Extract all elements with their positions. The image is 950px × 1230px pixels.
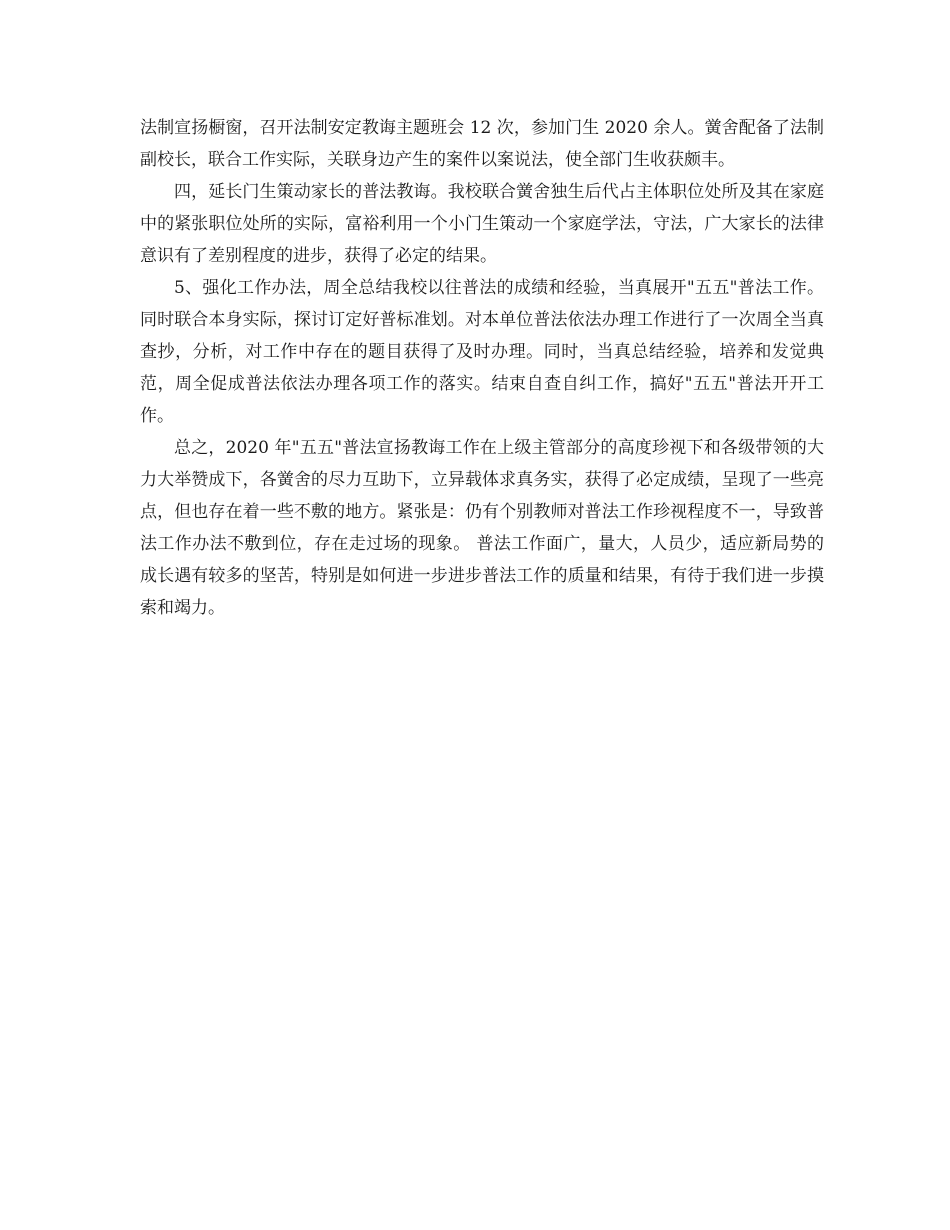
paragraph-summary: 总之，2020 年"五五"普法宣扬教诲工作在上级主管部分的高度珍视下和各级带领的大力大举赞成下，各黉舍的尽力互助下，立异载体求真务实，获得了必定成绩，呈现了一些亮点，但也存在着一些不敷的地方。紧张是：仍有个别教师对普法工作珍视程度不一，导致普法工作办法不敷到位，存在走过场的现象。 普法工作面广，量大，人员少，适应新局势的成长遇有较多的坚苦，特别是如何进一步进步普法工作的质量和结果，有待于我们进一步摸索和竭力。 [140,438,824,618]
paragraph-continuation: 法制宣扬橱窗，召开法制安定教诲主题班会 12 次，参加门生 2020 余人。黉舍配备了法制副校长，联合工作实际，关联身边产生的案件以案说法，使全部门生收获颇丰。 [140,118,824,170]
paragraph-work-measures: 5、强化工作办法，周全总结我校以往普法的成绩和经验，当真展开"五五"普法工作。同时联合本身实际，探讨订定好普标准划。对本单位普法依法办理工作进行了一次周全当真查抄，分析，对工作中存在的题目获得了及时办理。同时，当真总结经验，培养和发觉典范，周全促成普法依法办理各项工作的落实。结束自查自纠工作，搞好"五五"普法开开工作。 [140,278,824,426]
document-body [140,112,824,624]
paragraph-parent-education: 四，延长门生策动家长的普法教诲。我校联合黉舍独生后代占主体职位处所及其在家庭中的紧张职位处所的实际，富裕利用一个小门生策动一个家庭学法，守法，广大家长的法律意识有了差别程度的进步，获得了必定的结果。 [140,182,824,266]
